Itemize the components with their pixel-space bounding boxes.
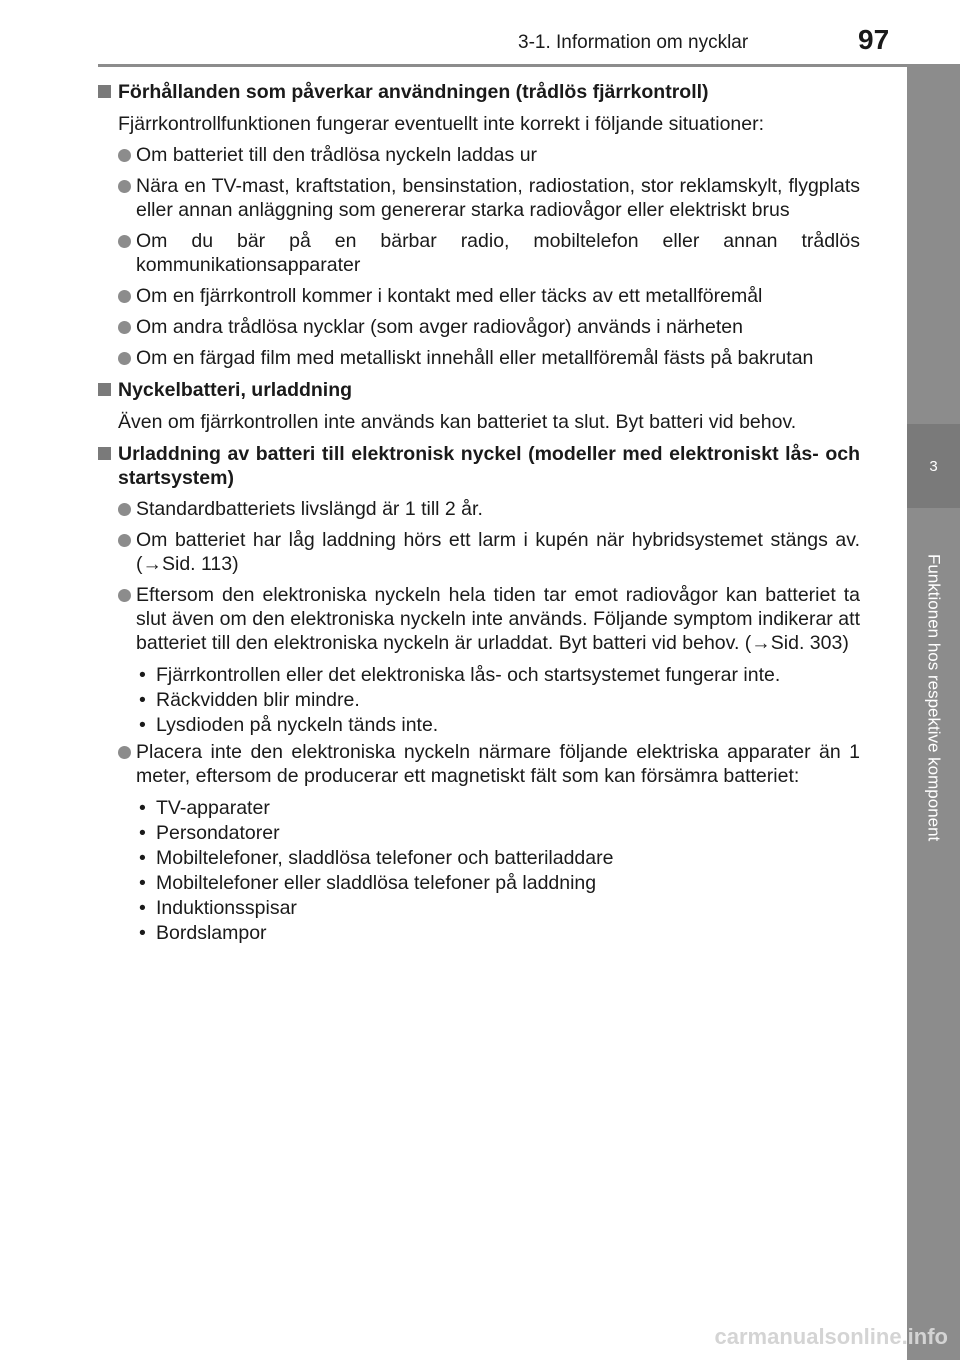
circle-bullet-icon bbox=[118, 149, 131, 162]
list-item: Om batteriet till den trådlösa nyckeln laddas ur bbox=[98, 143, 860, 167]
circle-bullet-icon bbox=[118, 589, 131, 602]
section-intro: Även om fjärrkontrollen inte används kan batteriet ta slut. Byt batteri vid behov. bbox=[118, 411, 797, 433]
circle-bullet-icon bbox=[118, 235, 131, 248]
bullet-dot-icon: • bbox=[139, 714, 146, 736]
sub-list-item: • Mobiltelefoner eller sladdlösa telefoner på laddning bbox=[139, 872, 597, 894]
square-bullet-icon bbox=[98, 383, 111, 396]
list-item: Placera inte den elektroniska nyckeln närmare följande elektriska apparater än 1 meter, eftersom de producerar ett magnetiskt fält som kan försämra batteriet: bbox=[98, 740, 860, 788]
list-item: Om batteriet har låg laddning hörs ett larm i kupén när hybridsystemet stängs av. (→Sid. 113) bbox=[98, 528, 860, 576]
watermark: carmanualsonline.info bbox=[714, 1324, 948, 1349]
bullet-dot-icon: • bbox=[139, 847, 146, 869]
sub-list-item: • Induktionsspisar bbox=[139, 897, 297, 919]
circle-bullet-icon bbox=[118, 534, 131, 547]
circle-bullet-icon bbox=[118, 180, 131, 193]
sub-list-item: • TV-apparater bbox=[139, 797, 270, 819]
circle-bullet-icon bbox=[118, 290, 131, 303]
list-item: Om en fjärrkontroll kommer i kontakt med eller täcks av ett metallföremål bbox=[98, 284, 860, 308]
circle-bullet-icon bbox=[118, 352, 131, 365]
circle-bullet-icon bbox=[118, 321, 131, 334]
side-bar-top bbox=[907, 66, 960, 424]
bullet-dot-icon: • bbox=[139, 872, 146, 894]
page-content bbox=[98, 80, 860, 945]
sub-list-item: • Persondatorer bbox=[139, 822, 280, 844]
bullet-dot-icon: • bbox=[139, 689, 146, 711]
bullet-dot-icon: • bbox=[139, 664, 146, 686]
list-item: Om andra trådlösa nycklar (som avger radiovågor) används i närheten bbox=[98, 315, 860, 339]
sub-list-item: • Bordslampor bbox=[139, 922, 267, 944]
section-intro: Fjärrkontrollfunktionen fungerar eventuellt inte korrekt i följande situationer: bbox=[118, 113, 765, 135]
bullet-dot-icon: • bbox=[139, 897, 146, 919]
bullet-dot-icon: • bbox=[139, 797, 146, 819]
chapter-tab bbox=[907, 424, 960, 508]
chapter-number: 3 bbox=[929, 457, 938, 475]
circle-bullet-icon bbox=[118, 746, 131, 759]
list-item: Om en färgad film med metalliskt innehåll eller metallföremål fästs på bakrutan bbox=[98, 346, 860, 370]
square-bullet-icon bbox=[98, 447, 111, 460]
list-item: Eftersom den elektroniska nyckeln hela tiden tar emot radiovågor kan batteriet ta slut även om den elektroniska nyckeln inte används. Följande symptom indikerar att batteriet till den elektroniska nyckeln är urladdat. Byt batteri vid behov. (→Sid. 303) bbox=[98, 583, 860, 655]
sub-list-item: • Räckvidden blir mindre. bbox=[139, 689, 360, 711]
bullet-dot-icon: • bbox=[139, 822, 146, 844]
circle-bullet-icon bbox=[118, 503, 131, 516]
list-item: Om du bär på en bärbar radio, mobiltelefon eller annan trådlös kommunikationsapparater bbox=[98, 229, 860, 277]
sub-list-item: • Lysdioden på nyckeln tänds inte. bbox=[139, 714, 439, 736]
header-rule bbox=[98, 64, 960, 67]
page-number: 97 bbox=[858, 24, 890, 55]
chapter-title-wrap bbox=[907, 518, 960, 878]
sub-list-item: • Mobiltelefoner, sladdlösa telefoner och batteriladdare bbox=[139, 847, 614, 869]
section-heading: Förhållanden som påverkar användningen (trådlös fjärrkontroll) bbox=[98, 80, 860, 104]
bullet-dot-icon: • bbox=[139, 922, 146, 944]
list-item: Standardbatteriets livslängd är 1 till 2 år. bbox=[98, 497, 860, 521]
chapter-title: Funktionen hos respektive komponent bbox=[924, 554, 944, 842]
section-heading: Urladdning av batteri till elektronisk nyckel (modeller med elektroniskt lås- och startsystem) bbox=[98, 442, 860, 490]
section-heading: Nyckelbatteri, urladdning bbox=[98, 378, 860, 402]
page-header-title: 3-1. Information om nycklar bbox=[518, 32, 749, 53]
square-bullet-icon bbox=[98, 85, 111, 98]
list-item: Nära en TV-mast, kraftstation, bensinstation, radiostation, stor reklamskylt, flygplats eller annan anläggning som genererar starka radiovågor eller elektriskt brus bbox=[98, 174, 860, 222]
sub-list-item: • Fjärrkontrollen eller det elektroniska lås- och startsystemet fungerar inte. bbox=[139, 664, 781, 686]
